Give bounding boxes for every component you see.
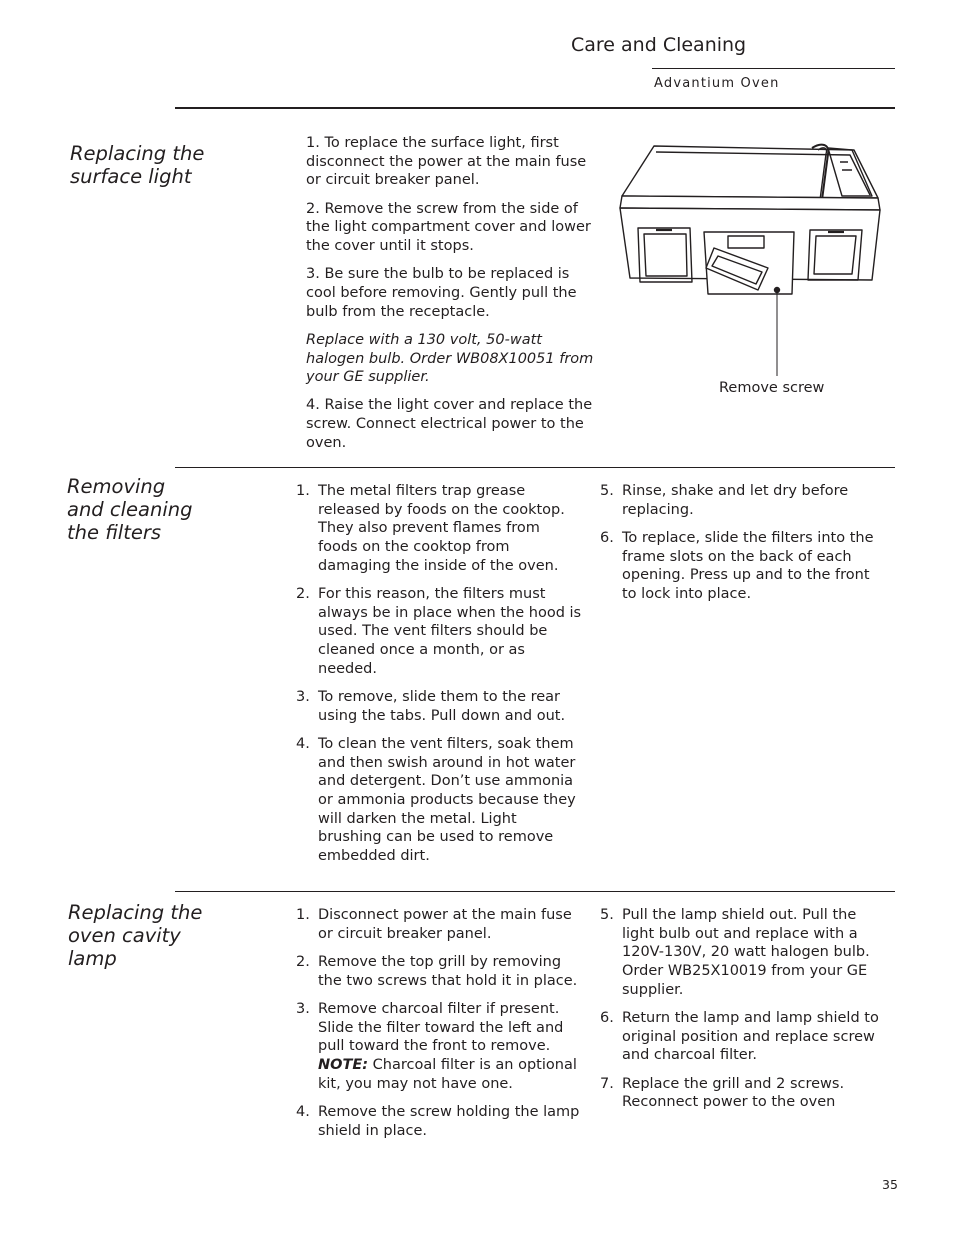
- step-number: 7.: [600, 1075, 614, 1092]
- section-title-line: and cleaning: [67, 498, 193, 521]
- header-rule-thick: [175, 107, 895, 109]
- step-text: Disconnect power at the main fuse or circuit breaker panel.: [318, 907, 572, 942]
- step-number: 5.: [600, 907, 614, 923]
- step-number: 3.: [296, 689, 310, 706]
- section-title-line: the filters: [67, 521, 162, 544]
- bulb-replacement-note: Replace with a 130 volt, 50-watt halogen bulb. Order WB08X10051 from your GE supplier.: [306, 331, 594, 386]
- page-header-subtitle: Advantium Oven: [654, 76, 780, 91]
- step-number: 4.: [296, 735, 310, 752]
- section-title-line: oven cavity: [68, 924, 181, 947]
- filters-steps-left: [296, 482, 584, 875]
- cavity-lamp-steps-left: [296, 906, 584, 1150]
- step-number: 2.: [296, 586, 310, 603]
- section-title-cavity-lamp: [68, 901, 268, 970]
- list-item: [296, 735, 584, 866]
- section-divider: [175, 467, 895, 468]
- step-text: To clean the vent filters, soak them and then swish around in hot water and detergent. Don’t use ammonia or ammonia products because they will darken the metal. Light brushing can be used to remove embedded dirt.: [318, 735, 576, 865]
- step-number: 5.: [600, 483, 614, 499]
- section-title-surface-light: [70, 142, 270, 188]
- step-number: 1.: [296, 483, 310, 499]
- instruction-paragraph: 1. To replace the surface light, first disconnect the power at the main fuse or circuit breaker panel.: [306, 135, 587, 189]
- section-title-line: Removing: [67, 475, 166, 498]
- step-number: 6.: [600, 1010, 614, 1027]
- step-text: Remove the screw holding the lamp shield in place.: [318, 1103, 580, 1139]
- list-item: [600, 482, 888, 519]
- section-title-line: Replacing the: [70, 142, 205, 165]
- list-item: [600, 1075, 888, 1112]
- step-text: Remove charcoal filter if present. Slide the filter toward the left and pull toward the front to remove.: [318, 1000, 564, 1055]
- section-title-filters: [67, 475, 267, 544]
- step-number: 4.: [296, 1103, 310, 1120]
- microwave-underside-illustration: [616, 140, 888, 380]
- list-item: [600, 906, 888, 1000]
- note-label: NOTE:: [318, 1056, 369, 1073]
- surface-light-instructions: [306, 134, 596, 462]
- step-text: The metal filters trap grease released by foods on the cooktop. They also prevent flames from foods on the cooktop from damaging the inside of the oven.: [318, 483, 565, 574]
- step-number: 2.: [296, 953, 310, 970]
- step-text: Rinse, shake and let dry before replacing.: [622, 483, 849, 518]
- step-number: 3.: [296, 1000, 310, 1017]
- step-text: Return the lamp and lamp shield to original position and replace screw and charcoal filter.: [622, 1010, 879, 1064]
- list-item: [296, 953, 584, 990]
- step-text: To remove, slide them to the rear using the tabs. Pull down and out.: [318, 689, 566, 724]
- instruction-paragraph: 3. Be sure the bulb to be replaced is cool before removing. Gently pull the bulb from the receptacle.: [306, 266, 577, 320]
- list-item: [296, 688, 584, 725]
- step-number: 6.: [600, 529, 614, 546]
- instruction-paragraph: 4. Raise the light cover and replace the screw. Connect electrical power to the oven.: [306, 397, 593, 451]
- step-text: Pull the lamp shield out. Pull the light bulb out and replace with a 120V-130V, 20 watt halogen bulb. Order WB25X10019 from your GE supplier.: [622, 907, 870, 998]
- step-text: Remove the top grill by removing the two screws that hold it in place.: [318, 953, 578, 989]
- step-text: Replace the grill and 2 screws. Reconnect power to the oven: [622, 1075, 845, 1111]
- list-item: [296, 482, 584, 576]
- list-item: [600, 1009, 888, 1065]
- step-number: 1.: [296, 907, 310, 923]
- section-divider: [175, 891, 895, 892]
- list-item: [296, 906, 584, 943]
- list-item: [600, 529, 888, 604]
- page-number: 35: [882, 1177, 898, 1192]
- section-title-line: lamp: [68, 947, 117, 970]
- section-title-line: surface light: [70, 165, 192, 188]
- list-item: [296, 1000, 584, 1094]
- header-rule-thin: [652, 68, 895, 69]
- step-text: To replace, slide the filters into the frame slots on the back of each opening. Press up and to the front to lock into place.: [622, 529, 874, 603]
- cavity-lamp-steps-right: [600, 906, 888, 1122]
- filters-steps-right: [600, 482, 888, 613]
- list-item: [296, 585, 584, 679]
- instruction-paragraph: 2. Remove the screw from the side of the light compartment cover and lower the cover until it stops.: [306, 200, 591, 255]
- note-text: Charcoal filter is an optional kit, you may not have one.: [318, 1056, 577, 1092]
- section-title-line: Replacing the: [68, 901, 203, 924]
- figure-caption-remove-screw: Remove screw: [719, 380, 825, 396]
- step-text: For this reason, the filters must always be in place when the hood is used. The vent filters should be cleaned once a month, or as needed.: [318, 586, 582, 677]
- list-item: [296, 1103, 584, 1140]
- page-header-title: Care and Cleaning: [571, 34, 747, 56]
